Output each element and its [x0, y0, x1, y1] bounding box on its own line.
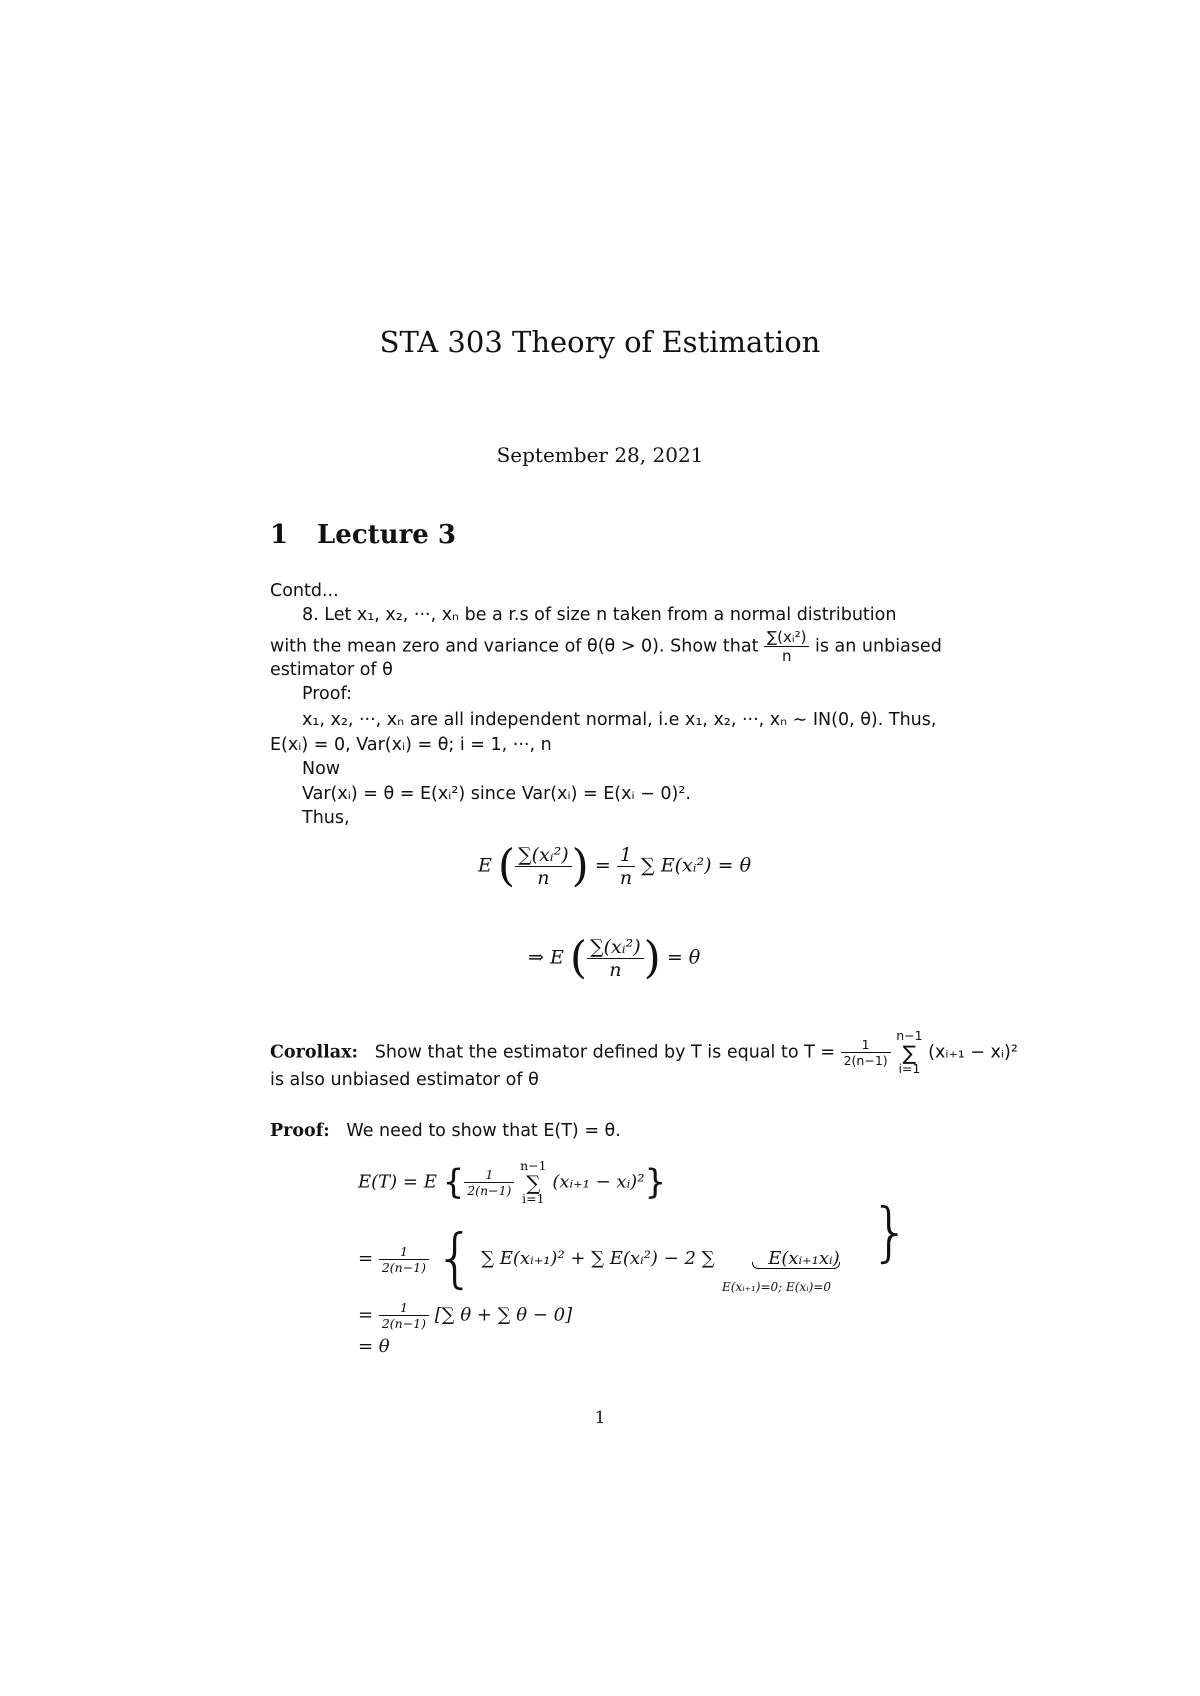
- line-3-body: [∑ θ + ∑ θ − 0]: [434, 1304, 573, 1326]
- eq2-numerator: ∑(xᵢ²): [587, 936, 644, 959]
- left-brace: {: [442, 1162, 465, 1203]
- corollary-sum: [896, 1030, 922, 1075]
- et-line-4: = θ: [358, 1336, 390, 1357]
- document-title: STA 303 Theory of Estimation: [379, 325, 821, 359]
- question-8-line-1: 8. Let x₁, x₂, ···, xₙ be a r.s of size n taken from a normal distribution: [302, 605, 897, 625]
- question-8-fraction: [764, 628, 809, 665]
- sum-lower-limit: i=1: [898, 1060, 921, 1076]
- fraction-denominator: n: [781, 647, 792, 665]
- line-3-frac-den: 2(n−1): [381, 1316, 427, 1331]
- et-sum: [520, 1160, 546, 1205]
- line-2-frac-num: 1: [379, 1244, 429, 1260]
- et-equation: [358, 1160, 666, 1205]
- line-3-fraction: [379, 1300, 429, 1331]
- proof-line-1: x₁, x₂, ···, xₙ are all independent normal, i.e x₁, x₂, ···, xₙ ∼ IN(0, θ). Thus,: [302, 710, 937, 730]
- proof-2-label: Proof:: [270, 1121, 330, 1141]
- now-text: Now: [302, 759, 341, 779]
- eq1-denominator: n: [537, 867, 550, 889]
- corollary-label: Corollax:: [270, 1042, 359, 1063]
- line-2-fraction: [379, 1244, 429, 1275]
- equation-1: [478, 840, 752, 892]
- section-heading: [270, 520, 456, 550]
- proof-2-text: We need to show that E(T) = θ.: [346, 1121, 621, 1141]
- sum-symbol: ∑: [526, 1170, 541, 1195]
- eq2-denominator: n: [609, 959, 622, 981]
- sum-lower-limit: i=1: [522, 1190, 545, 1206]
- eq1-numerator: ∑(xᵢ²): [515, 844, 572, 867]
- corollary-line-2: is also unbiased estimator of θ: [270, 1070, 539, 1090]
- eq1-fraction: [515, 844, 572, 889]
- eq2-fraction: [587, 936, 644, 981]
- eq2-rhs: = θ: [666, 946, 701, 969]
- right-paren: ): [643, 932, 661, 984]
- line-2-body: ∑ E(xᵢ₊₁)² + ∑ E(xᵢ²) − 2 ∑: [481, 1248, 715, 1269]
- et-lhs: E(T) = E: [358, 1171, 437, 1193]
- underbrace-label: E(xᵢ₊₁)=0; E(xᵢ)=0: [722, 1280, 831, 1294]
- sum-symbol: ∑: [902, 1040, 917, 1065]
- document-date: September 28, 2021: [496, 443, 704, 467]
- corollary-frac-num: 1: [841, 1037, 891, 1053]
- sum-upper-limit: n−1: [520, 1158, 547, 1173]
- question-8-text: with the mean zero and variance of θ(θ > 0). Show that: [270, 636, 759, 657]
- proof-line-3: Var(xᵢ) = θ = E(xᵢ²) since Var(xᵢ) = E(xᵢ − 0)².: [302, 784, 691, 804]
- fraction-numerator: ∑(xᵢ²): [764, 628, 809, 647]
- large-left-brace: {: [434, 1222, 476, 1296]
- right-brace: }: [644, 1162, 667, 1203]
- right-paren: ): [571, 840, 589, 892]
- question-8-text-end: is an unbiased: [815, 636, 942, 657]
- left-paren: (: [569, 932, 588, 984]
- line-3-frac-num: 1: [379, 1300, 429, 1316]
- section-number: 1: [270, 520, 289, 550]
- line-2-underbrace-term: E(xᵢ₊₁xᵢ): [768, 1248, 840, 1269]
- underbrace: [752, 1262, 840, 1269]
- et-frac-den: 2(n−1): [467, 1183, 512, 1198]
- equals-sign: =: [358, 1304, 374, 1326]
- et-fraction: [464, 1167, 514, 1198]
- proof-label: Proof:: [302, 684, 352, 704]
- section-title: Lecture 3: [317, 520, 456, 550]
- et-line-3: [358, 1300, 572, 1331]
- page-number: 1: [594, 1408, 606, 1428]
- corollary-term: (xᵢ₊₁ − xᵢ)²: [928, 1042, 1018, 1063]
- et-frac-num: 1: [464, 1167, 514, 1183]
- line-2-frac-den: 2(n−1): [381, 1259, 427, 1275]
- corollary-text: Show that the estimator defined by T is equal to T =: [374, 1042, 836, 1063]
- eq1-expectation: E: [478, 854, 492, 877]
- et-term: (xᵢ₊₁ − xᵢ)²: [552, 1171, 645, 1193]
- equals-sign: =: [594, 854, 611, 877]
- corollary-fraction: [841, 1037, 891, 1068]
- left-paren: (: [497, 840, 516, 892]
- proof-2-line: [270, 1121, 621, 1141]
- eq1-rhs-denominator: n: [619, 867, 633, 889]
- proof-line-2: E(xᵢ) = 0, Var(xᵢ) = θ; i = 1, ···, n: [270, 735, 552, 755]
- equals-sign: =: [358, 1248, 374, 1269]
- eq2-lhs: ⇒ E: [528, 946, 564, 969]
- corollary-frac-den: 2(n−1): [843, 1053, 888, 1068]
- eq1-rhs-numerator: 1: [617, 844, 635, 867]
- eq1-rhs-fraction: [617, 844, 635, 889]
- equation-2: [528, 932, 701, 984]
- eq1-rhs: ∑ E(xᵢ²) = θ: [641, 854, 752, 877]
- corollary-line-1: [270, 1030, 1018, 1075]
- large-right-brace: }: [870, 1196, 911, 1270]
- thus-text: Thus,: [302, 808, 350, 828]
- question-8-line-3: estimator of θ: [270, 660, 393, 680]
- sum-upper-limit: n−1: [896, 1028, 923, 1043]
- contd-text: Contd...: [270, 581, 339, 601]
